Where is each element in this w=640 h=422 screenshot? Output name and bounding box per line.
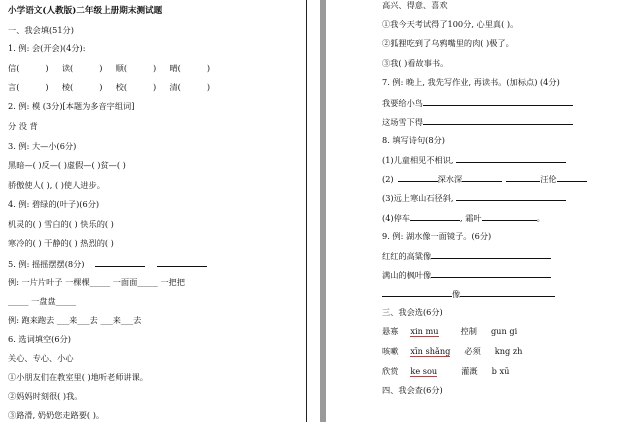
q9-item-2: 满山的枫叶像 (382, 269, 551, 281)
question-9: 9. 例: 湖水像一面镜子。(6分) (382, 231, 492, 241)
q8-item-3: (3)远上寒山石径斜, (382, 192, 566, 204)
question-7: 7. 例: 晚上, 我先写作业, 再读书。(加标点) (4分) (382, 77, 560, 87)
q6-item-1: ①小朋友们在教室里( )地听老师讲课。 (8, 372, 148, 382)
q4-row-2: 寒冷的( ) 干静的( ) 热烈的( ) (8, 238, 114, 248)
q1-row-1: 信( ) 读( ) 顺( ) 晴( ) (8, 63, 211, 73)
select-row-2: 咳嗽 xīn shǎng 必须 kng zh (382, 346, 523, 356)
exam-title: 小学语文(人教版)二年级上册期末测试题 (8, 6, 163, 16)
q8-item-2: (2) 深水深 汪伦 (382, 173, 587, 185)
question-3: 3. 例: 大—小(6分) (8, 141, 77, 151)
question-6: 6. 选词填空(6分) (8, 334, 71, 344)
q6-item-3: ③路滑, 奶奶您走路要( )。 (8, 410, 105, 420)
q7-item-2: 这场雪下得 (382, 116, 573, 128)
fill-item-3: ③我( )看故事书。 (382, 58, 449, 68)
q9-item-1: 红红的高粱像 (382, 250, 551, 262)
q5-row-3: 例: 跑来跑去 ___来___去 ___来___去 (8, 315, 142, 325)
section-4-heading: 四、我会查(6分) (382, 385, 443, 395)
q3-row-2: 骄傲使人( ), ( )使人进步。 (8, 180, 105, 190)
q6-item-2: ②妈妈时刻很( )我。 (8, 391, 83, 401)
section-3-heading: 三、我会选(6分) (382, 307, 443, 317)
right-page (330, 0, 640, 422)
question-5: 5. 例: 摇摇摆摆(8分) (8, 258, 207, 270)
q9-item-3: 像 (382, 288, 555, 300)
q1-row-2: 言( ) 棱( ) 校( ) 清( ) (8, 82, 211, 92)
left-page (0, 0, 302, 422)
q6-words: 关心、专心、小心 (8, 353, 74, 363)
select-row-1: 悬寡 xin mu 控制 gun gi (382, 326, 518, 336)
q7-item-1: 我要给小鸟 (382, 97, 573, 109)
question-4: 4. 例: 碧绿的(叶子)(6分) (8, 199, 100, 209)
q4-row-1: 机灵的( ) 雪白的( ) 快乐的( ) (8, 219, 114, 229)
fill-item-1: ①我今天考试得了100分, 心里真( )。 (382, 19, 519, 29)
vertical-scrollbar[interactable] (320, 0, 326, 422)
question-8: 8. 填写诗句(8分) (382, 135, 445, 145)
word-list: 高兴、得意、喜欢 (382, 0, 448, 10)
q5-row-2: _____ 一盘盘_____ (8, 296, 77, 306)
q3-row-1: 黑暗—( )反—( )虚假—( )贫—( ) (8, 160, 126, 170)
question-2: 2. 例: 模 (3分)[本题为多音字组词] (8, 101, 135, 111)
q5-row-1: 例: 一片片叶子 一棵棵_____ 一面面_____ 一把把 (8, 277, 185, 287)
q8-item-1: (1)儿童相见不相识, (382, 154, 566, 166)
q2-chars: 分 没 背 (8, 121, 38, 131)
question-1: 1. 例: 会(开会)(4分): (8, 43, 86, 53)
select-row-3: 欣赏 ke sou 灌溉 b xū (382, 366, 510, 376)
q8-item-4: (4)停车 , 霜叶 。 (382, 213, 545, 223)
fill-item-2: ②狐狸吃到了乌鸦嘴里的肉( )极了。 (382, 38, 514, 48)
section-1-heading: 一、我会填(51分) (8, 25, 74, 35)
